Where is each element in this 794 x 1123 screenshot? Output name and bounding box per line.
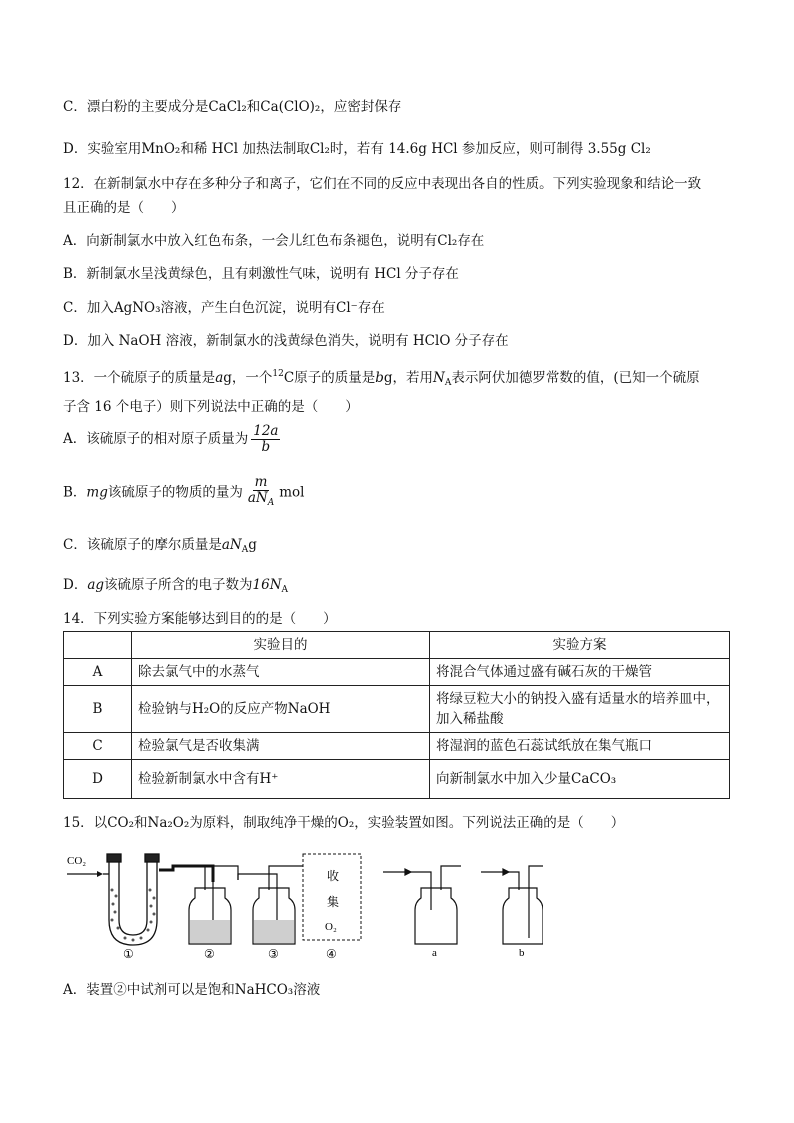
table-cell: 检验新制氯水中含有H⁺ — [132, 760, 430, 799]
table-cell: C — [64, 733, 132, 760]
text: A．装置②中试剂可以是饱和 — [63, 982, 235, 998]
q14-stem: 14．下列实验方案能够达到目的的是（ ） — [63, 611, 337, 627]
q12-stem-2: 且正确的是（ ） — [63, 200, 185, 216]
text: C．漂白粉的主要成分是 — [63, 99, 209, 115]
text: 和稀 HCl 加热法制取 — [180, 141, 310, 157]
experiment-table — [63, 631, 730, 799]
formula-cl-minus: Cl⁻ — [336, 300, 358, 316]
q12-option-d: D．加入 NaOH 溶液，新制氯水的浅黄绿色消失，说明有 HClO 分子存在 — [63, 333, 509, 349]
u-tube-packing — [111, 889, 156, 942]
q13-option-c — [63, 535, 257, 560]
table-row — [64, 686, 730, 733]
var-16na: 16N — [252, 577, 282, 593]
q15-stem — [63, 813, 624, 833]
q13-option-b — [63, 475, 305, 511]
wash-bottle-3 — [238, 866, 303, 944]
text: 13．一个硫原子的质量是 — [63, 370, 216, 386]
q13-stem-1 — [63, 364, 700, 393]
numerator: m — [254, 474, 268, 490]
text: 该硫原子的物质的量为 — [107, 484, 243, 501]
table-cell: 检验氯气是否收集满 — [132, 733, 430, 760]
formula-o2: O₂ — [337, 815, 355, 831]
text: A．该硫原子的相对原子质量为 — [63, 431, 249, 447]
inlet-label: CO₂ — [67, 855, 87, 867]
collect-char: O₂ — [325, 921, 337, 933]
denominator: b — [261, 439, 271, 455]
table-header-row — [64, 632, 730, 659]
label-b: b — [519, 947, 525, 959]
q12-option-a — [63, 231, 484, 251]
text: 为原料，制取纯净干燥的 — [189, 815, 338, 831]
inlet-arrowhead — [97, 871, 103, 877]
var-molar: aN — [221, 537, 242, 553]
bottle-b — [481, 866, 543, 944]
table-cell: 向新制氯水中加入少量CaCO₃ — [430, 760, 730, 799]
table-cell: 将混合气体通过盛有碱石灰的干燥管 — [430, 659, 730, 686]
text: D．实验室用 — [63, 141, 142, 157]
text: 和 — [134, 815, 148, 831]
table-row — [64, 659, 730, 686]
table-row — [64, 760, 730, 799]
text: D． — [63, 577, 88, 593]
label-2: ② — [204, 947, 215, 960]
q12-option-c — [63, 298, 385, 318]
table-header: 实验目的 — [132, 632, 430, 659]
var-na-sub: A — [241, 545, 249, 555]
var-b: b — [375, 370, 384, 386]
table-cell: 检验钠与H₂O的反应产物NaOH — [132, 686, 430, 733]
label-3: ③ — [268, 947, 279, 960]
collect-char: 集 — [327, 895, 340, 909]
text: C．该硫原子的摩尔质量是 — [63, 537, 222, 553]
var-ag: ag — [87, 577, 105, 593]
text: A．向新制氯水中放入红色布条，一会儿红色布条褪色，说明有 — [63, 233, 438, 249]
formula-cl2: Cl₂ — [437, 233, 458, 249]
q12-stem-1: 12．在新制氯水中存在多种分子和离子，它们在不同的反应中表现出各自的性质。下列实验现象和结论一致 — [63, 176, 702, 192]
text: 表示阿伏加德罗常数的值，(已知一个硫原 — [451, 370, 700, 386]
unit-g: g — [248, 537, 257, 553]
table-cell: D — [64, 760, 132, 799]
denominator-text: aN — [247, 490, 268, 506]
text: B． — [63, 484, 87, 501]
label-a: a — [432, 947, 437, 959]
table-header — [64, 632, 132, 659]
q11-option-c — [63, 97, 401, 117]
q15-option-a — [63, 980, 320, 1000]
apparatus-diagram — [63, 850, 543, 960]
text: 溶液 — [293, 982, 321, 998]
table-cell: 将湿润的蓝色石蕊试纸放在集气瓶口 — [430, 733, 730, 760]
text: ，应密封保存 — [320, 99, 402, 115]
q13-option-d — [63, 575, 288, 600]
text: 溶液，产生白色沉淀，说明有 — [160, 300, 337, 316]
var-na-sub: A — [444, 378, 452, 388]
formula-agno3: AgNO₃ — [113, 300, 161, 316]
denominator — [246, 491, 276, 511]
mass-number: 12 — [272, 369, 284, 379]
var-na-sub: A — [267, 498, 275, 508]
table-header: 实验方案 — [430, 632, 730, 659]
label-4: ④ — [326, 947, 337, 960]
text: 存在 — [457, 233, 485, 249]
q13-option-a — [63, 424, 283, 455]
unit-mol: mol — [279, 484, 305, 501]
table-row — [64, 733, 730, 760]
q12-option-b: B．新制氯水呈浅黄绿色，且有刺激性气味，说明有 HCl 分子存在 — [63, 266, 459, 282]
fraction — [246, 475, 276, 511]
fraction — [251, 424, 280, 455]
formula-caclo2: Ca(ClO)₂ — [260, 99, 321, 115]
text: 存在 — [357, 300, 385, 316]
formula-co2: CO₂ — [107, 815, 134, 831]
formula-cl2: Cl₂ — [630, 141, 651, 157]
label-1: ① — [123, 947, 134, 960]
formula-mno2: MnO₂ — [141, 141, 181, 157]
formula-cacl2: CaCl₂ — [208, 99, 247, 115]
numerator: 12a — [253, 423, 279, 439]
q11-option-d — [63, 139, 651, 159]
text: 15．以 — [63, 815, 108, 831]
text: C．加入 — [63, 300, 114, 316]
var-a: a — [215, 370, 224, 386]
table-cell: A — [64, 659, 132, 686]
text: 该硫原子所含的电子数为 — [104, 577, 253, 593]
text: ，若用 — [392, 370, 434, 386]
var-na-sub: A — [281, 585, 289, 595]
u-tube — [103, 854, 159, 945]
bottle-a — [383, 866, 461, 944]
text: ，实验装置如图。下列说法正确的是（ ） — [354, 815, 625, 831]
text: 和 — [246, 99, 261, 115]
text: ，一个 — [231, 370, 273, 386]
formula-nahco3: NaHCO₃ — [234, 982, 294, 998]
table-cell: B — [64, 686, 132, 733]
formula-cl2: Cl₂ — [309, 141, 330, 157]
q13-stem-2: 子含 16 个电子）则下列说法中正确的是（ ） — [63, 399, 359, 415]
var-mg: mg — [86, 484, 108, 501]
formula-na2o2: Na₂O₂ — [147, 815, 190, 831]
collect-char: 收 — [327, 869, 340, 883]
text: C原子的质量是 — [283, 370, 376, 386]
var-na: N — [433, 370, 445, 386]
text: 时，若有 14.6g HCl 参加反应，则可制得 3.55g — [329, 141, 627, 157]
unit-g: g — [223, 370, 232, 386]
table-cell: 将绿豆粒大小的钠投入盛有适量水的培养皿中，加入稀盐酸 — [430, 686, 730, 733]
unit-g: g — [383, 370, 393, 386]
table-cell: 除去氯气中的水蒸气 — [132, 659, 430, 686]
